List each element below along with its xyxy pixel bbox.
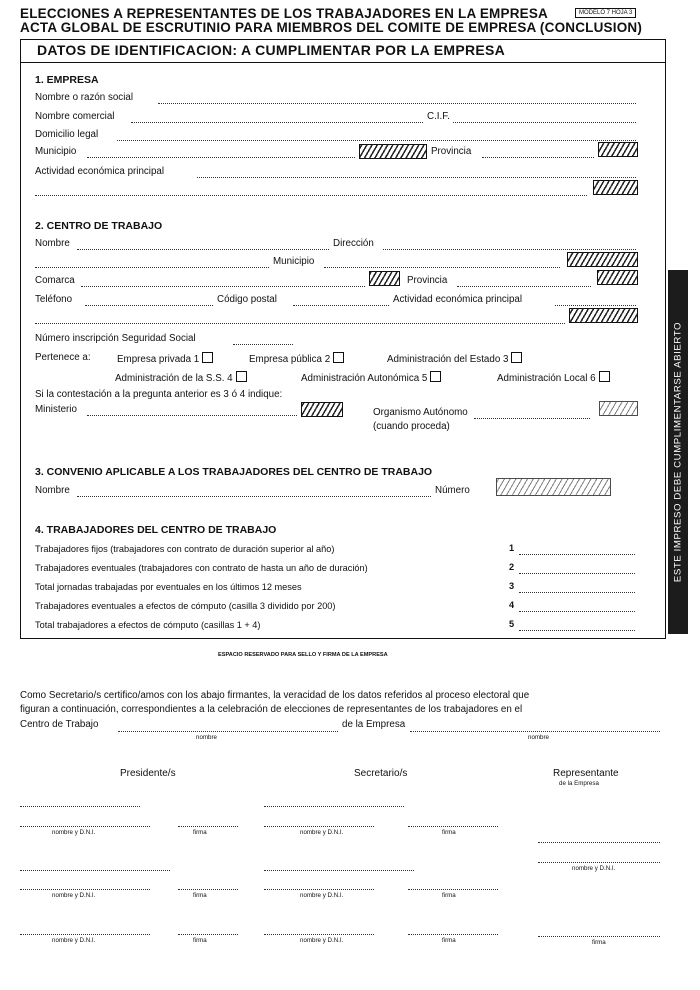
- label-trabajadores-eventuales: Trabajadores eventuales (trabajadores con contrato de hasta un año de duración): [35, 563, 368, 573]
- reserved-hatched-box: [359, 144, 427, 159]
- sello-space-label: ESPACIO RESERVADO PARA SELLO Y FIRMA DE LA EMPRESA: [218, 652, 388, 658]
- checkbox[interactable]: [236, 371, 247, 382]
- caption-nombre: nombre: [196, 734, 217, 741]
- row-number: 5: [509, 619, 515, 629]
- label-nombre-comercial: Nombre comercial: [35, 111, 115, 122]
- sig-line[interactable]: [538, 842, 660, 843]
- reserved-hatched-box: [496, 478, 611, 496]
- label-seg-social: Número inscripción Seguridad Social: [35, 333, 196, 344]
- label-convenio-nombre: Nombre: [35, 485, 70, 496]
- label-cert-centro: Centro de Trabajo: [20, 719, 99, 730]
- title-line-2: ACTA GLOBAL DE ESCRUTINIO PARA MIEMBROS DEL COMITE DE EMPRESA (CONCLUSION): [20, 20, 643, 35]
- checkbox[interactable]: [202, 352, 213, 363]
- checkbox[interactable]: [599, 371, 610, 382]
- label-total-trabajadores: Total trabajadores a efectos de cómputo (casillas 1 + 4): [35, 620, 261, 630]
- label-codigo-postal: Código postal: [217, 294, 277, 305]
- title-line-1: ELECCIONES A REPRESENTANTES DE LOS TRABAJADORES EN LA EMPRESA: [20, 6, 549, 21]
- caption-firma: firma: [193, 829, 207, 836]
- caption-firma: firma: [193, 937, 207, 944]
- field-centro-actividad[interactable]: [555, 305, 636, 306]
- reserved-hatched-box: [599, 401, 638, 416]
- field-organismo[interactable]: [474, 418, 590, 419]
- field-eventuales-computo[interactable]: [519, 611, 635, 612]
- label-cif: C.I.F.: [427, 111, 450, 122]
- cert-line-2: figuran a continuación, correspondientes a la celebración de elecciones de representantes de los trabajadores en el: [20, 704, 523, 715]
- option-empresa-publica[interactable]: Empresa pública 2: [249, 352, 344, 365]
- field-nombre-razon[interactable]: [158, 103, 636, 104]
- label-provincia: Provincia: [431, 146, 472, 157]
- sig-line[interactable]: [408, 934, 498, 935]
- row-number: 2: [509, 562, 515, 572]
- field-direccion-2[interactable]: [35, 267, 269, 268]
- label-total-jornadas: Total jornadas trabajadas por eventuales en los últimos 12 meses: [35, 582, 302, 592]
- label-municipio: Municipio: [35, 146, 77, 157]
- option-admin-estado[interactable]: Administración del Estado 3: [387, 352, 522, 365]
- field-actividad[interactable]: [197, 177, 636, 178]
- section-empresa-heading: 1. EMPRESA: [35, 74, 99, 86]
- label-comarca: Comarca: [35, 275, 75, 286]
- section-trabajadores-heading: 4. TRABAJADORES DEL CENTRO DE TRABAJO: [35, 524, 277, 536]
- sig-line[interactable]: [264, 826, 374, 827]
- field-nombre-comercial[interactable]: [131, 122, 423, 123]
- caption-nombre-dni: nombre y D.N.I.: [52, 892, 96, 899]
- field-provincia[interactable]: [482, 157, 594, 158]
- field-trabajadores-fijos[interactable]: [519, 554, 635, 555]
- field-domicilio[interactable]: [117, 140, 636, 141]
- field-seg-social[interactable]: [233, 344, 293, 345]
- heading-representante-sub: de la Empresa: [559, 780, 599, 787]
- checkbox[interactable]: [511, 352, 522, 363]
- reserved-hatched-box: [569, 308, 638, 323]
- sig-line[interactable]: [20, 826, 150, 827]
- sig-line[interactable]: [264, 934, 374, 935]
- label-telefono: Teléfono: [35, 294, 73, 305]
- field-cif[interactable]: [453, 122, 636, 123]
- field-telefono[interactable]: [85, 305, 213, 306]
- label-organismo: Organismo Autónomo: [373, 407, 468, 418]
- section-centro-heading: 2. CENTRO DE TRABAJO: [35, 220, 163, 232]
- caption-firma: firma: [442, 892, 456, 899]
- reserved-hatched-box: [301, 402, 343, 417]
- sig-line[interactable]: [408, 889, 498, 890]
- field-municipio[interactable]: [87, 157, 355, 158]
- identification-frame: [20, 39, 666, 639]
- sig-line[interactable]: [178, 889, 238, 890]
- label-domicilio: Domicilio legal: [35, 129, 99, 140]
- label-nombre-razon: Nombre o razón social: [35, 92, 134, 103]
- field-direccion[interactable]: [383, 249, 636, 250]
- heading-secretario: Secretario/s: [354, 768, 408, 779]
- frame-title: DATOS DE IDENTIFICACION: A CUMPLIMENTAR POR LA EMPRESA: [37, 42, 506, 58]
- caption-firma: firma: [442, 937, 456, 944]
- option-empresa-privada[interactable]: Empresa privada 1: [117, 352, 213, 365]
- heading-representante: Representante: [553, 768, 619, 779]
- caption-firma: firma: [592, 939, 606, 946]
- field-actividad-2[interactable]: [35, 195, 587, 196]
- sig-line[interactable]: [178, 826, 238, 827]
- label-ministerio: Ministerio: [35, 404, 77, 415]
- field-cert-empresa[interactable]: [410, 731, 660, 732]
- caption-nombre-dni: nombre y D.N.I.: [300, 937, 344, 944]
- label-centro-provincia: Provincia: [407, 275, 448, 286]
- label-actividad: Actividad económica principal: [35, 166, 165, 177]
- field-trabajadores-eventuales[interactable]: [519, 573, 635, 574]
- caption-nombre-dni: nombre y D.N.I.: [300, 892, 344, 899]
- sig-line[interactable]: [538, 862, 660, 863]
- field-codigo-postal[interactable]: [293, 305, 389, 306]
- label-centro-actividad: Actividad económica principal: [393, 294, 523, 305]
- side-banner-text: ESTE IMPRESO DEBE CUMPLIMENTARSE ABIERTO: [672, 321, 684, 583]
- reserved-hatched-box: [597, 270, 638, 285]
- caption-nombre-dni: nombre y D.N.I.: [52, 829, 96, 836]
- sig-line[interactable]: [538, 936, 660, 937]
- label-direccion: Dirección: [333, 238, 374, 249]
- caption-firma: firma: [442, 829, 456, 836]
- model-tag: MODELO 7 HOJA 3: [575, 8, 636, 18]
- field-ministerio[interactable]: [87, 415, 297, 416]
- field-total-jornadas[interactable]: [519, 592, 635, 593]
- field-centro-actividad-2[interactable]: [35, 323, 565, 324]
- sig-line[interactable]: [264, 806, 404, 807]
- field-convenio-nombre[interactable]: [77, 496, 431, 497]
- row-number: 3: [509, 581, 515, 591]
- caption-nombre-dni: nombre y D.N.I.: [572, 865, 616, 872]
- checkbox[interactable]: [430, 371, 441, 382]
- option-admin-autonomica[interactable]: Administración Autonómica 5: [301, 371, 441, 384]
- label-pertenece: Pertenece a:: [35, 352, 91, 363]
- field-cert-centro[interactable]: [118, 731, 338, 732]
- label-centro-nombre: Nombre: [35, 238, 70, 249]
- reserved-hatched-box: [369, 271, 400, 286]
- caption-firma: firma: [193, 892, 207, 899]
- sig-line[interactable]: [20, 889, 150, 890]
- checkbox[interactable]: [333, 352, 344, 363]
- sig-line[interactable]: [264, 870, 414, 871]
- label-cuando-proceda: (cuando proceda): [373, 421, 450, 432]
- label-eventuales-computo: Trabajadores eventuales a efectos de cómputo (casilla 3 dividido por 200): [35, 601, 336, 611]
- label-centro-municipio: Municipio: [273, 256, 315, 267]
- sig-line[interactable]: [20, 870, 170, 871]
- sig-line[interactable]: [408, 826, 498, 827]
- sig-line[interactable]: [264, 889, 374, 890]
- caption-nombre-dni: nombre y D.N.I.: [52, 937, 96, 944]
- label-convenio-numero: Número: [435, 485, 470, 496]
- frame-title-bar: [21, 40, 665, 63]
- heading-presidente: Presidente/s: [120, 768, 176, 779]
- label-cert-empresa: de la Empresa: [342, 719, 406, 730]
- row-number: 1: [509, 543, 515, 553]
- field-centro-municipio[interactable]: [324, 267, 560, 268]
- row-number: 4: [509, 600, 515, 610]
- label-trabajadores-fijos: Trabajadores fijos (trabajadores con contrato de duración superior al año): [35, 544, 335, 554]
- sig-line[interactable]: [178, 934, 238, 935]
- side-banner: [668, 270, 688, 634]
- option-admin-ss[interactable]: Administración de la S.S. 4: [115, 371, 247, 384]
- field-total-trabajadores[interactable]: [519, 630, 635, 631]
- sig-line[interactable]: [20, 934, 150, 935]
- reserved-hatched-box: [567, 252, 638, 267]
- reserved-hatched-box: [598, 142, 638, 157]
- section-convenio-heading: 3. CONVENIO APLICABLE A LOS TRABAJADORES DEL CENTRO DE TRABAJO: [35, 466, 433, 478]
- field-comarca[interactable]: [81, 286, 365, 287]
- sig-line[interactable]: [20, 806, 140, 807]
- caption-nombre-dni: nombre y D.N.I.: [300, 829, 344, 836]
- label-si-contestacion: Si la contestación a la pregunta anterior es 3 ó 4 indique:: [35, 389, 283, 400]
- reserved-hatched-box: [593, 180, 638, 195]
- caption-nombre: nombre: [528, 734, 549, 741]
- cert-line-1: Como Secretario/s certifico/amos con los abajo firmantes, la veracidad de los datos referidos al proceso electoral que: [20, 690, 530, 701]
- field-centro-provincia[interactable]: [457, 286, 591, 287]
- field-centro-nombre[interactable]: [77, 249, 329, 250]
- option-admin-local[interactable]: Administración Local 6: [497, 371, 610, 384]
